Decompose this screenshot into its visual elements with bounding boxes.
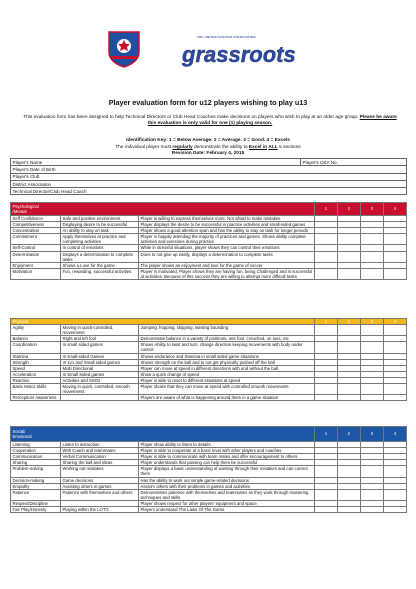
scale-4: 4: [384, 427, 407, 442]
director-field[interactable]: Technical Director/Club Head Coach: [11, 188, 407, 195]
heading-line-2: Emotional: [12, 434, 32, 439]
attribute-focus: Verbal Communication: [61, 454, 139, 460]
attribute-name: Communication: [11, 454, 61, 460]
attribute-description: Show a quick change of speed: [139, 371, 315, 377]
attribute-description: Player shows that they can move at speed with controlled smooth movements: [139, 384, 315, 395]
scale-4: 4: [384, 203, 407, 216]
attribute-focus: In control of emotions: [61, 245, 139, 251]
rating-cell-4[interactable]: [384, 342, 407, 353]
attribute-name: Perception/ Awareness: [11, 395, 61, 401]
attribute-name: Speed: [11, 365, 61, 371]
scale-4: 4: [384, 319, 407, 325]
attribute-focus: Displays a determination to complete tasks: [61, 251, 139, 262]
attribute-focus: An ability to stay on task: [61, 228, 139, 234]
rating-cell-1[interactable]: [315, 342, 338, 353]
attribute-focus: In small sided games: [61, 342, 139, 353]
attribute-description: While in stressful situations, player shows they can control their emotions: [139, 245, 315, 251]
attribute-focus: Working out mistakes: [61, 466, 139, 477]
rating-cell-4[interactable]: [384, 251, 407, 262]
attribute-focus: In small-sided Games: [61, 353, 139, 359]
rating-cell-3[interactable]: [361, 234, 384, 245]
attribute-focus: Assisting others in games: [61, 483, 139, 489]
scale-1: 1: [315, 427, 338, 442]
heading-line-1: Psychological: [12, 203, 39, 209]
attribute-name: Fair Play/Honesty: [11, 507, 61, 513]
rating-cell-3[interactable]: [361, 384, 384, 395]
evaluation-row: [11, 384, 407, 395]
page-title: Player evaluation form for u12 players wishing to play u13: [108, 98, 308, 107]
federation-crest-icon: [107, 30, 141, 68]
attribute-name: Acceleration: [11, 371, 61, 377]
attribute-focus: Patience with themselves and others: [61, 489, 139, 500]
rating-cell-1[interactable]: [315, 325, 338, 336]
district-field[interactable]: District Association: [11, 180, 407, 187]
attribute-name: Motivation: [11, 268, 61, 279]
requirement-excel: Excel in: [248, 144, 268, 150]
attribute-name: Self Confidence: [11, 216, 61, 222]
player-name-field[interactable]: Player's Name: [11, 159, 301, 166]
physical-section: [10, 318, 407, 401]
attribute-name: Commitment: [11, 234, 61, 245]
attribute-name: Empathy: [11, 483, 61, 489]
evaluation-row: [11, 466, 407, 477]
attribute-description: Does to not give up easily, displays a determination to complete tasks: [139, 251, 315, 262]
attribute-name: Reaction: [11, 377, 61, 383]
attribute-description: Players are aware of what is happening around them in a game situation: [139, 395, 315, 401]
rating-cell-4[interactable]: [384, 384, 407, 395]
revision-date: Revision Date: February 4, 2015: [171, 151, 245, 157]
rating-cell-1[interactable]: [315, 489, 338, 500]
attribute-description: Players understand The Laws Of The Game: [139, 507, 315, 513]
intro-text: [22, 115, 398, 128]
section-header: [11, 203, 407, 216]
rating-cell-4[interactable]: [384, 325, 407, 336]
section-heading: [11, 203, 315, 216]
attribute-description: Player is motivated, Player shows they are having fun, being Challenged and is successful at activities. Because of this success they are willing to attempt more difficult tasks: [139, 268, 315, 279]
evaluation-row: [11, 489, 407, 500]
intro-body: This evaluation form has been designed to help Technical Directors or Club Head Coaches make decisions on players who wish to play at an older age group.: [23, 115, 359, 120]
attribute-description: Demonstrates patience with themselves and teammates as they work through mastering techniques and skills: [139, 489, 315, 500]
attribute-name: Sharing: [11, 460, 61, 466]
rating-cell-3[interactable]: [361, 342, 384, 353]
attribute-description: Player displays the desire to be successful in practice activities and small-sided games: [139, 222, 315, 228]
attribute-description: Player is able to communicate with team mates and offer encouragement to others: [139, 454, 315, 460]
attribute-name: Respect/Discipline: [11, 500, 61, 506]
section-header: [11, 427, 407, 442]
rating-cell-2[interactable]: [338, 507, 361, 513]
evaluation-row: [11, 342, 407, 353]
attribute-name: Patience: [11, 489, 61, 500]
attribute-focus: Sharing the ball and Ideas: [61, 460, 139, 466]
rating-cell-1[interactable]: [315, 384, 338, 395]
rating-cell-2[interactable]: [338, 268, 361, 279]
rating-cell-4[interactable]: [384, 234, 407, 245]
osa-number-field[interactable]: Player's OSA No.: [301, 159, 407, 166]
attribute-name: Cooperation: [11, 448, 61, 454]
rating-cell-3[interactable]: [361, 489, 384, 500]
attribute-focus: [61, 395, 139, 401]
evaluation-row: [11, 268, 407, 279]
scale-2: 2: [338, 319, 361, 325]
attribute-name: Listening: [11, 442, 61, 448]
scale-3: 3: [361, 427, 384, 442]
attribute-focus: Displaying desire to be successful: [61, 222, 139, 228]
dob-field[interactable]: Player's Date of Birth: [11, 166, 407, 173]
rating-cell-3[interactable]: [361, 268, 384, 279]
attribute-focus: Shows a Love for the game: [61, 262, 139, 268]
attribute-focus: Fun, rewarding, successful activities: [61, 268, 139, 279]
rating-cell-3[interactable]: [361, 325, 384, 336]
attribute-name: Self-Control: [11, 245, 61, 251]
attribute-description: Player shows a good attention span and has the ability to stay on task for longer periods: [139, 228, 315, 234]
rating-cell-1[interactable]: [315, 395, 338, 401]
attribute-description: Player displays a basic understanding of working through their mistakes and can correct them: [139, 466, 315, 477]
attribute-description: The player shows an enjoyment and love for the game of soccer: [139, 262, 315, 268]
attribute-description: Player is happily attending the majority of practices and games. Shows ability complete activities and exercises during practice: [139, 234, 315, 245]
rating-cell-2[interactable]: [338, 251, 361, 262]
evaluation-row: [11, 251, 407, 262]
rating-cell-2[interactable]: [338, 395, 361, 401]
attribute-name: Coordination: [11, 342, 61, 353]
attribute-description: Jumping, hopping, skipping, twisting bounding: [139, 325, 315, 336]
brand-tagline: THE UNITED SOCCER ASSOCIATION: [197, 35, 256, 39]
psychological-section: [10, 202, 407, 280]
attribute-focus: Safe and positive environment: [61, 216, 139, 222]
rating-cell-3[interactable]: [361, 395, 384, 401]
rating-cell-4[interactable]: [384, 507, 407, 513]
scale-1: 1: [315, 203, 338, 216]
attribute-name: Agility: [11, 325, 61, 336]
attribute-focus: Game decisions: [61, 477, 139, 483]
intro-emphasis: Please be aware this evaluation is only valid for one (1) playing season.: [147, 115, 397, 127]
attribute-description: Shows Ability to twist and turn, change direction keeping movements with body under control: [139, 342, 315, 353]
attribute-focus: Moving in quick-controlled, movements: [61, 325, 139, 336]
rating-cell-4[interactable]: [384, 466, 407, 477]
heading-line-1: Social/: [12, 428, 26, 434]
attribute-focus: Activities and SSGs: [61, 377, 139, 383]
social-emotional-section: [10, 426, 407, 513]
evaluation-row: [11, 234, 407, 245]
attribute-description: Player understands that passing can help them be successful: [139, 460, 315, 466]
attribute-name: Enjoyment: [11, 262, 61, 268]
attribute-description: Player is able to react to different situations at speed: [139, 377, 315, 383]
scale-3: 3: [361, 319, 384, 325]
attribute-name: Determination: [11, 251, 61, 262]
evaluation-row: [11, 395, 407, 401]
attribute-name: Stamina: [11, 353, 61, 359]
scale-3: 3: [361, 203, 384, 216]
attribute-description: Assist's others with their problems in games and activities: [139, 483, 315, 489]
rating-cell-2[interactable]: [338, 342, 361, 353]
svg-text:grassroots: grassroots: [182, 42, 296, 67]
rating-cell-3[interactable]: [361, 507, 384, 513]
rating-cell-1[interactable]: [315, 466, 338, 477]
rating-cell-2[interactable]: [338, 489, 361, 500]
attribute-description: Demonstrate balance in a variety of positions, one foot, crouched, on toes, etc: [139, 336, 315, 342]
attribute-description: Player shows respect for other players' equipment and space.: [139, 500, 315, 506]
rating-cell-1[interactable]: [315, 507, 338, 513]
attribute-name: Decision-making: [11, 477, 61, 483]
attribute-focus: Playing within the LOTG: [61, 507, 139, 513]
identification-key: [0, 138, 416, 158]
rating-cell-4[interactable]: [384, 395, 407, 401]
attribute-focus: In Small Sided games: [61, 371, 139, 377]
attribute-focus: In 1v1 and Small sided games: [61, 359, 139, 365]
attribute-focus: Right and left foot: [61, 336, 139, 342]
attribute-focus: With Coach and teammates: [61, 448, 139, 454]
rating-cell-4[interactable]: [384, 489, 407, 500]
rating-cell-2[interactable]: [338, 466, 361, 477]
attribute-description: Player is able to cooperate at a basic level with other players and coaches: [139, 448, 315, 454]
attribute-description: Shows strength on the ball and to not get physically pushed off the ball: [139, 359, 315, 365]
rating-cell-1[interactable]: [315, 268, 338, 279]
attribute-name: Competitiveness: [11, 222, 61, 228]
attribute-name: Basic Motor Skills: [11, 384, 61, 395]
scale-2: 2: [338, 427, 361, 442]
rating-cell-2[interactable]: [338, 325, 361, 336]
rating-cell-3[interactable]: [361, 251, 384, 262]
player-info-table: [10, 158, 407, 195]
attribute-focus: Listen to instruction: [61, 442, 139, 448]
requirement-regularly: regularly: [172, 144, 193, 150]
requirement-post: 5 sections: [277, 144, 301, 150]
attribute-name: Balance: [11, 336, 61, 342]
rating-cell-2[interactable]: [338, 234, 361, 245]
attribute-focus: Multi Directional: [61, 365, 139, 371]
attribute-description: Player show ability to listen to details.: [139, 442, 315, 448]
attribute-name: Concentration: [11, 228, 61, 234]
attribute-description: Has the ability to work out simple game-related decisions.: [139, 477, 315, 483]
grassroots-logo: [180, 40, 312, 70]
requirement-pre: The individual player must: [115, 144, 173, 150]
club-field[interactable]: Player's Club: [11, 173, 407, 180]
attribute-description: Player is willing to express themselves more. Not afraid to make mistakes: [139, 216, 315, 222]
evaluation-row: [11, 325, 407, 336]
page-header: [0, 0, 416, 88]
attribute-name: Strength: [11, 359, 61, 365]
requirement-mid: demonstrate the ability to: [192, 144, 249, 150]
attribute-name: Problem-solving: [11, 466, 61, 477]
heading-line-2: /Mental: [12, 209, 27, 214]
rating-cell-4[interactable]: [384, 268, 407, 279]
evaluation-row: [11, 507, 407, 513]
requirement-all: ALL: [268, 144, 278, 150]
scale-1: 1: [315, 319, 338, 325]
rating-cell-2[interactable]: [338, 384, 361, 395]
key-line: Identification Key: 1 = Below Average. 2 = Average. 3 = Good. 4 = Excels: [126, 138, 290, 143]
attribute-description: Player can move at speed in different directions with and without the ball: [139, 365, 315, 371]
scale-2: 2: [338, 203, 361, 216]
section-heading: Physical: [11, 319, 315, 325]
attribute-focus: Moving in quick, controlled, smooth movements: [61, 384, 139, 395]
rating-cell-1[interactable]: [315, 251, 338, 262]
rating-cell-3[interactable]: [361, 466, 384, 477]
attribute-description: Shows endurance and Stamina in small sided game situations: [139, 353, 315, 359]
attribute-focus: Apply themselves at practice and completing activities: [61, 234, 139, 245]
rating-cell-1[interactable]: [315, 234, 338, 245]
section-heading: [11, 427, 315, 442]
